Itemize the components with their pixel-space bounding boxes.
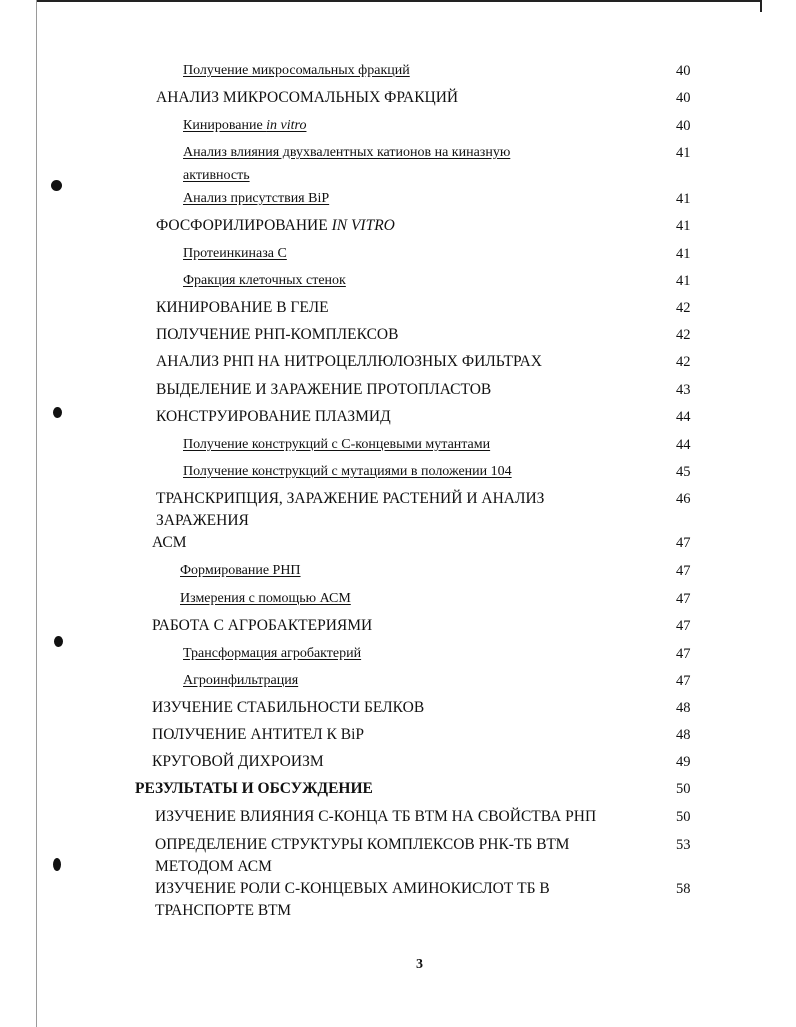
toc-entry: Протеинкиназа С: [183, 246, 287, 261]
toc-entry: Агроинфильтрация: [183, 673, 299, 688]
toc-page-number: 49: [676, 754, 691, 770]
toc-entry-text: ФОСФОРИЛИРОВАНИЕ: [156, 217, 332, 234]
toc-page-number: 47: [676, 591, 691, 607]
toc-page-number: 47: [676, 563, 691, 579]
toc-entry: Формирование РНП: [180, 563, 301, 578]
toc-entry-continuation: ТРАНСПОРТЕ ВТМ: [155, 902, 292, 919]
toc-entry: [156, 215, 395, 237]
toc-page-number: 47: [676, 646, 691, 662]
toc-page-number: 41: [676, 246, 691, 262]
toc-page-number: 41: [676, 191, 691, 207]
toc-entry: Фракция клеточных стенок: [183, 273, 346, 288]
toc-page-number: 47: [676, 535, 691, 551]
toc-entry-italic: in vitro: [266, 118, 307, 133]
scan-hole-mark: [51, 180, 62, 191]
toc-entry: ИЗУЧЕНИЕ ВЛИЯНИЯ С-КОНЦА ТБ ВТМ НА СВОЙСТВА РНП: [155, 808, 597, 825]
toc-page-number: 50: [676, 781, 691, 797]
toc-entry: АНАЛИЗ РНП НА НИТРОЦЕЛЛЮЛОЗНЫХ ФИЛЬТРАХ: [156, 353, 543, 370]
toc-entry: ИЗУЧЕНИЕ РОЛИ С-КОНЦЕВЫХ АМИНОКИСЛОТ ТБ В: [155, 880, 550, 897]
toc-page-number: 42: [676, 354, 691, 370]
toc-entry: ПОЛУЧЕНИЕ РНП-КОМПЛЕКСОВ: [156, 326, 399, 343]
toc-page-number: 41: [676, 273, 691, 289]
toc-page-number: 48: [676, 727, 691, 743]
toc-entry: Анализ влияния двухвалентных катионов на киназную: [183, 145, 511, 160]
toc-page-number: 58: [676, 881, 691, 897]
toc-entry: Анализ присутствия BiP: [183, 191, 330, 206]
toc-entry: КИНИРОВАНИЕ В ГЕЛЕ: [156, 299, 329, 316]
toc-entry: ИЗУЧЕНИЕ СТАБИЛЬНОСТИ БЕЛКОВ: [152, 699, 425, 716]
toc-entry-continuation: МЕТОДОМ АСМ: [155, 858, 272, 875]
toc-page-number: 45: [676, 464, 691, 480]
toc-page-number: 40: [676, 63, 691, 79]
toc-page-number: 41: [676, 218, 691, 234]
scan-hole-mark: [54, 636, 63, 647]
scan-border-left: [36, 0, 37, 1027]
toc-entry-continuation: ЗАРАЖЕНИЯ: [156, 512, 249, 529]
toc-entry: АСМ: [152, 534, 187, 551]
toc-page-number: 42: [676, 327, 691, 343]
toc-entry: РАБОТА С АГРОБАКТЕРИЯМИ: [152, 617, 373, 634]
scan-border-top: [36, 0, 761, 2]
toc-page-number: 53: [676, 837, 691, 853]
toc-entry: Трансформация агробактерий: [183, 646, 362, 661]
toc-entry-italic: IN VITRO: [331, 217, 395, 234]
scan-hole-mark: [53, 858, 61, 871]
toc-page-number: 47: [676, 618, 691, 634]
toc-page-number: 50: [676, 809, 691, 825]
toc-entry: ОПРЕДЕЛЕНИЕ СТРУКТУРЫ КОМПЛЕКСОВ РНК-ТБ ВТМ: [155, 836, 570, 853]
toc-entry: ТРАНСКРИПЦИЯ, ЗАРАЖЕНИЕ РАСТЕНИЙ И АНАЛИЗ: [156, 490, 545, 507]
toc-section-heading: РЕЗУЛЬТАТЫ И ОБСУЖДЕНИЕ: [135, 780, 373, 797]
toc-entry: АНАЛИЗ МИКРОСОМАЛЬНЫХ ФРАКЦИЙ: [156, 89, 459, 106]
toc-entry: КОНСТРУИРОВАНИЕ ПЛАЗМИД: [156, 408, 391, 425]
toc-entry: КРУГОВОЙ ДИХРОИЗМ: [152, 753, 324, 770]
toc-entry-text: Кинирование: [183, 118, 267, 133]
scan-border-right: [760, 0, 762, 12]
toc-entry: Получение микросомальных фракций: [183, 63, 410, 78]
page-number: 3: [416, 957, 423, 972]
scan-hole-mark: [53, 407, 62, 418]
toc-entry: Измерения с помощью АСМ: [180, 591, 351, 606]
toc-page-number: 42: [676, 300, 691, 316]
toc-page-number: 40: [676, 90, 691, 106]
toc-page-number: 40: [676, 118, 691, 134]
toc-page-number: 44: [676, 437, 691, 453]
toc-page-number: 48: [676, 700, 691, 716]
toc-page-number: 44: [676, 409, 691, 425]
toc-entry: ВЫДЕЛЕНИЕ И ЗАРАЖЕНИЕ ПРОТОПЛАСТОВ: [156, 381, 492, 398]
toc-page-number: 47: [676, 673, 691, 689]
toc-entry-continuation: активность: [183, 168, 250, 183]
toc-entry: [183, 115, 306, 137]
toc-page-number: 46: [676, 491, 691, 507]
toc-page-number: 41: [676, 145, 691, 161]
toc-entry: Получение конструкций с С-концевыми мутантами: [183, 437, 491, 452]
toc-entry: Получение конструкций с мутациями в положении 104: [183, 464, 512, 479]
toc-entry: ПОЛУЧЕНИЕ АНТИТЕЛ К BiP: [152, 726, 365, 743]
toc-page-number: 43: [676, 382, 691, 398]
